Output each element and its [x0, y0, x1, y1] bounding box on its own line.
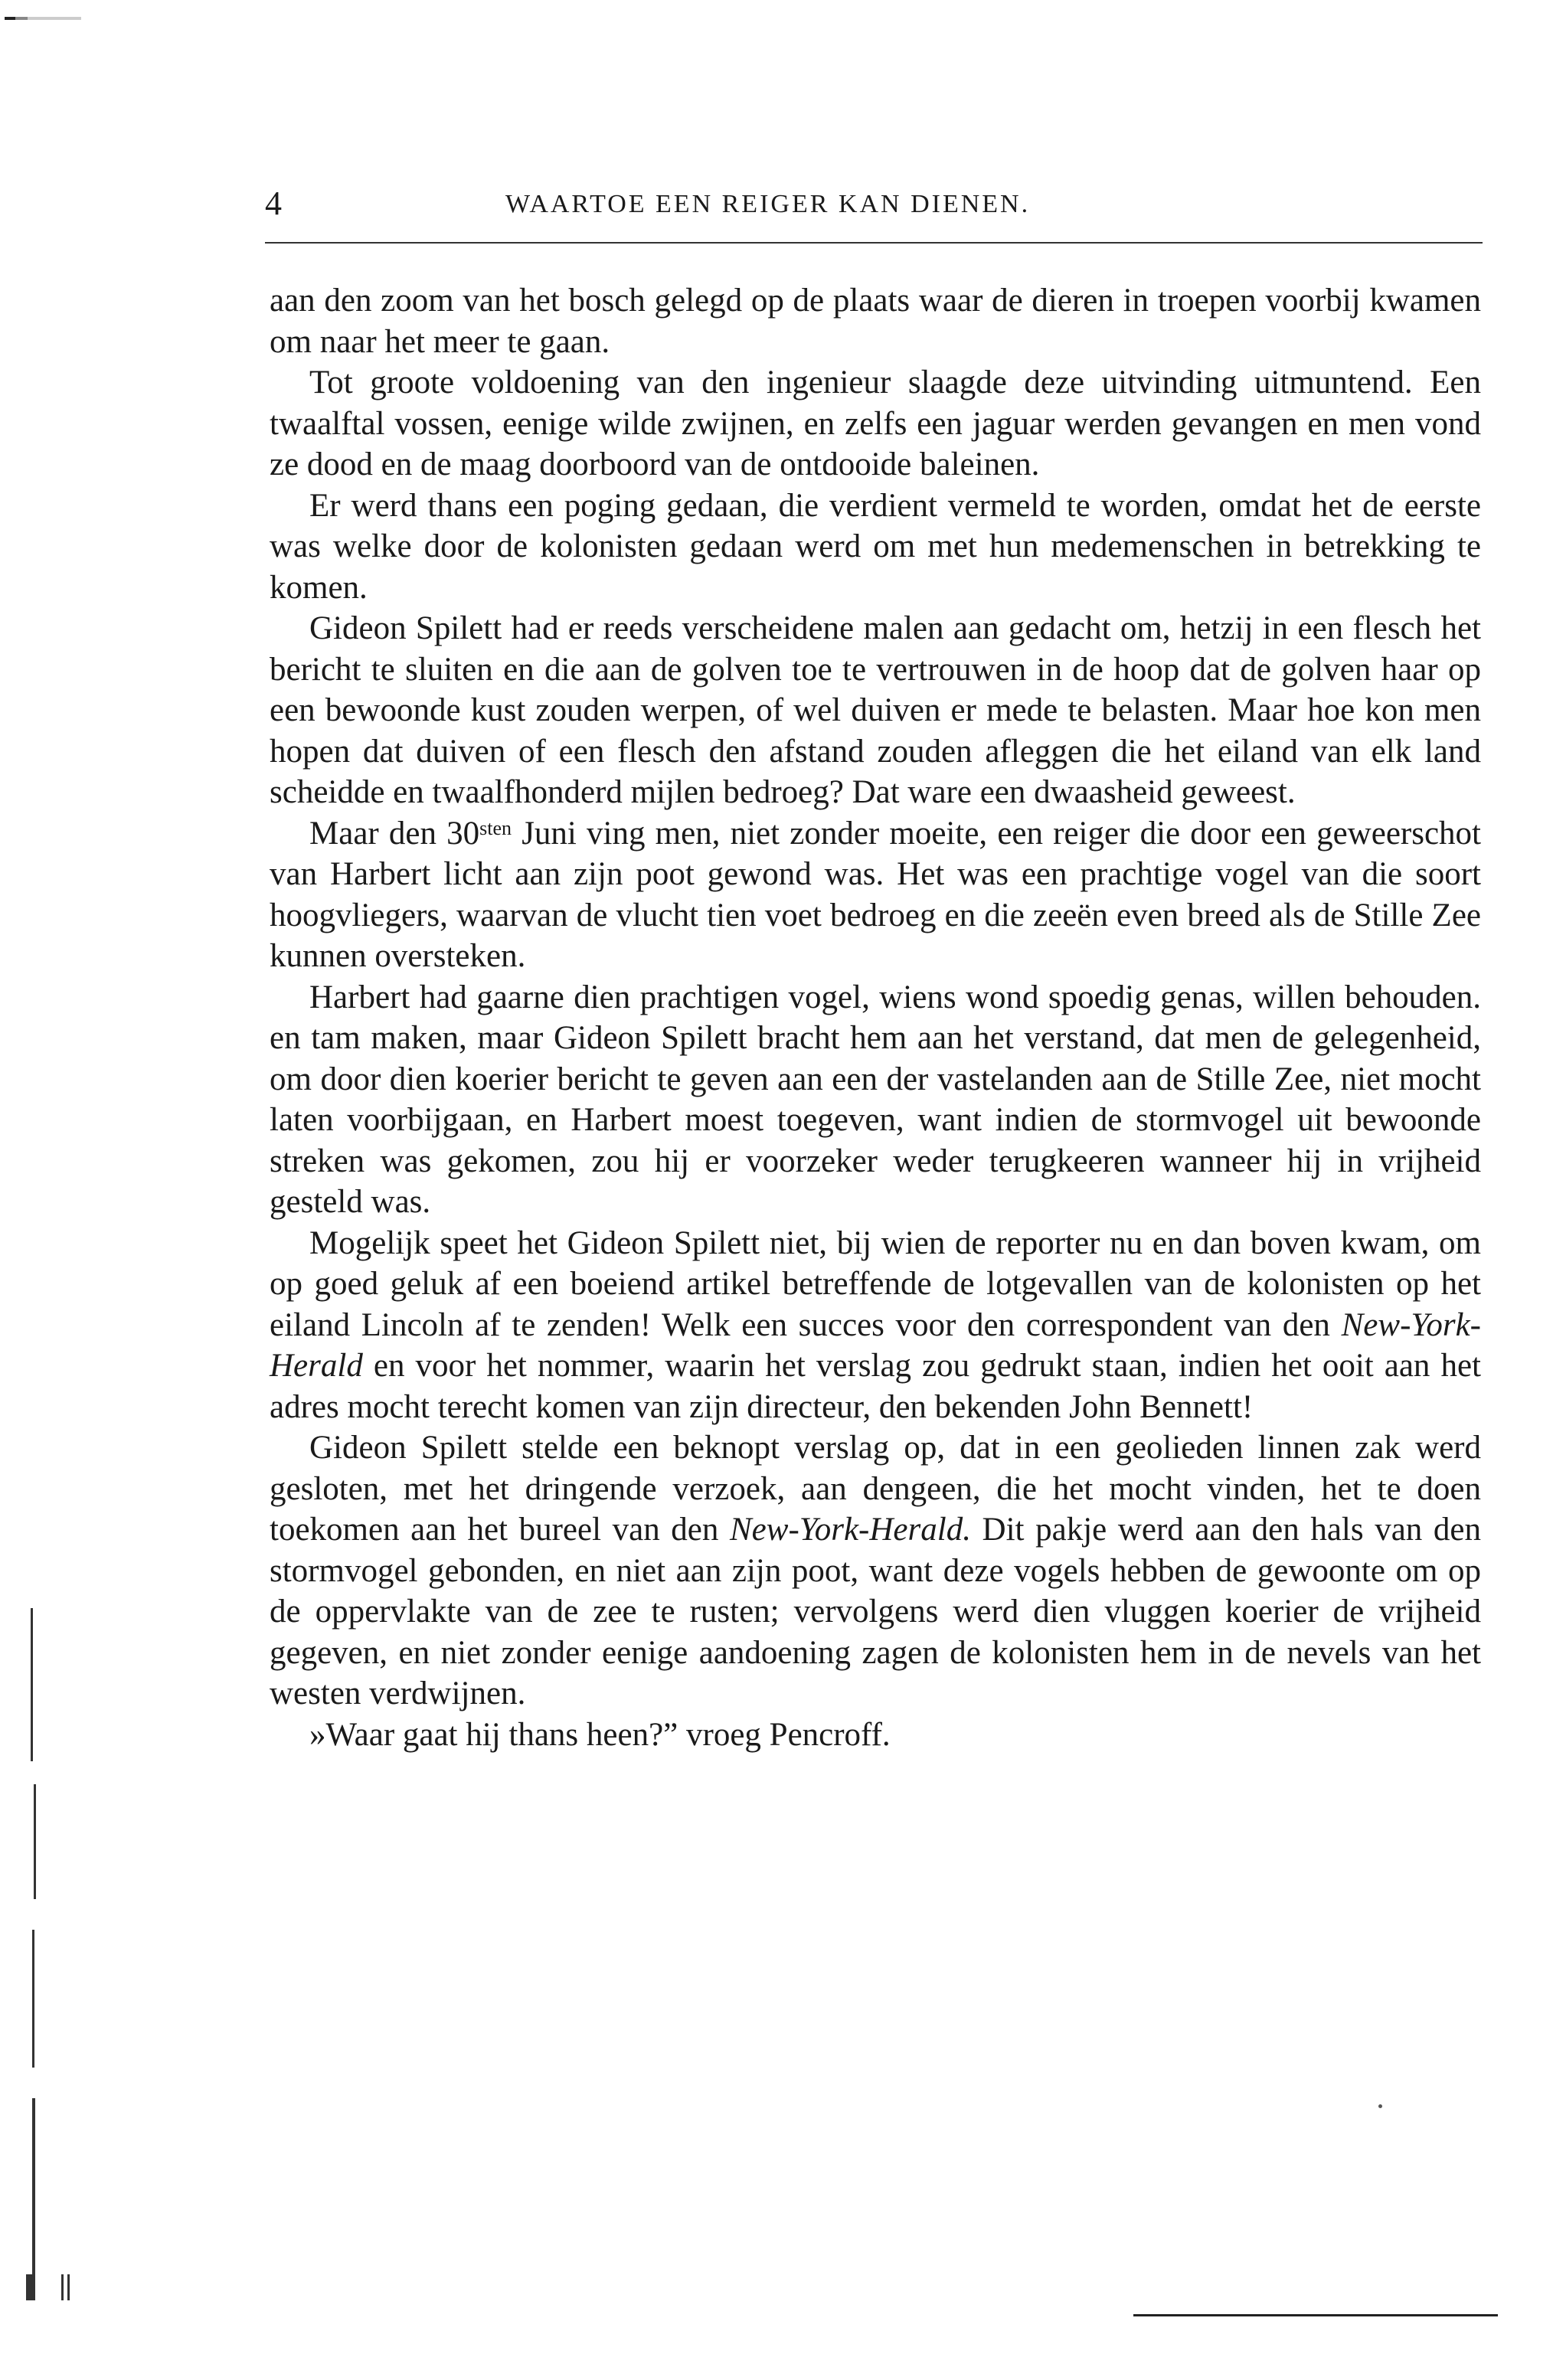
paragraph-1: aan den zoom van het bosch gelegd op de plaats waar de dieren in troepen voorbij kwamen om naar het meer te gaan. — [270, 283, 1481, 360]
binding-edge-marks — [15, 1608, 84, 2343]
stray-dot — [1378, 2104, 1382, 2108]
paragraph-8-rest: Dit pakje werd aan den hals van den stormvogel gebonden, en niet aan zijn poot, want deze vogels hebben de gewoonte om op de oppervlakte van de zee te rusten; vervolgens werd dien vluggen koerier de vrijheid gegeven, en niet zonder eenige aandoening zagen de kolonisten hem in de nevels van het westen verdwijnen. — [270, 1512, 1481, 1711]
paragraph-7-start: Mogelijk speet het Gideon Spilett niet, bij wien de reporter nu en dan boven kwam, om op goed geluk af een boeiend artikel betreffende de lotgevallen van de kolonisten op het eiland Lincoln af te zenden! Welk een succes voor den correspondent van den — [270, 1224, 1481, 1343]
margin-mark — [32, 1930, 34, 2068]
page-number: 4 — [265, 185, 282, 222]
header-rule — [265, 242, 1483, 244]
paragraph-6: Harbert had gaarne dien prachtigen vogel, wiens wond spoedig genas, willen behouden. en tam maken, maar Gideon Spilett bracht hem aan het verstand, dat men de gelegenheid, om door dien koerier bericht te geven aan een der vastelanden aan de Stille Zee, niet mocht laten voorbijgaan, en Harbert moest toegeven, want indien de stormvogel uit bewoonde streken was gekomen, zou hij er voorzeker weder terugkeeren wanneer hij in vrijheid gesteld was. — [270, 979, 1481, 1220]
paragraph-7 — [270, 1223, 1481, 1428]
body-text — [270, 280, 1481, 1755]
paragraph-9: »Waar gaat hij thans heen?” vroeg Pencroff. — [309, 1716, 891, 1753]
bottom-rule — [1133, 2314, 1498, 2316]
scan-artifact-top — [5, 17, 81, 20]
date-ordinal-superscript: sten — [479, 816, 512, 839]
paragraph-8-start: Gideon Spilett stelde een beknopt verslag op, dat in een geolieden linnen zak werd gesloten, met het dringende verzoek, aan dengeen, die het mocht vinden, het te doen toekomen aan het bureel van den — [270, 1430, 1481, 1548]
running-title: WAARTOE EEN REIGER KAN DIENEN. — [505, 190, 1031, 218]
paragraph-8 — [270, 1427, 1481, 1715]
margin-mark — [34, 1784, 36, 1899]
paragraph-5-rest: Juni ving men, niet zonder moeite, een reiger die door een geweerschot van Harbert licht aan zijn poot gewond was. Het was een prachtige vogel van die soort hoogvliegers, waarvan de vlucht tien voet bedroeg en die zeeën even breed als de Stille Zee kunnen oversteken. — [270, 815, 1481, 974]
paragraph-2: Tot groote voldoening van den ingenieur slaagde deze uitvinding uitmuntend. Een twaalftal vossen, eenige wilde zwijnen, en zelfs een jaguar werden gevangen en men vond ze dood en de maag doorboord van de ontdooide baleinen. — [270, 365, 1481, 482]
margin-mark — [61, 2274, 64, 2300]
paragraph-5 — [270, 813, 1481, 977]
paragraph-7-rest: en voor het nommer, waarin het verslag zou gedrukt staan, indien het ooit aan het adres mocht terecht komen van zijn directeur, den bekenden John Bennett! — [270, 1348, 1481, 1425]
margin-mark — [32, 2098, 35, 2297]
paragraph-5-start: Maar den 30 — [309, 815, 480, 852]
newspaper-title: New-York-Herald. — [730, 1512, 971, 1548]
newspaper-title: New-York-Herald — [270, 1306, 1481, 1384]
paragraph-4: Gideon Spilett had er reeds verscheidene malen aan gedacht om, hetzij in een flesch het bericht te sluiten en die aan de golven toe te vertrouwen in de hoop dat de golven haar op een bewoonde kust zouden werpen, of wel duiven er mede te belasten. Maar hoe kon men hopen dat duiven of een flesch den afstand zouden afleggen die het eiland van elk land scheidde en twaalfhonderd mijlen bedroeg? Dat ware een dwaasheid geweest. — [270, 610, 1481, 810]
margin-mark — [31, 1608, 33, 1761]
paragraph-3: Er werd thans een poging gedaan, die verdient vermeld te worden, omdat het de eerste was welke door de kolonisten gedaan werd om met hun medemenschen in betrekking te komen. — [270, 487, 1481, 606]
margin-mark — [67, 2274, 70, 2300]
running-head — [265, 181, 1483, 227]
margin-mark — [26, 2274, 35, 2300]
